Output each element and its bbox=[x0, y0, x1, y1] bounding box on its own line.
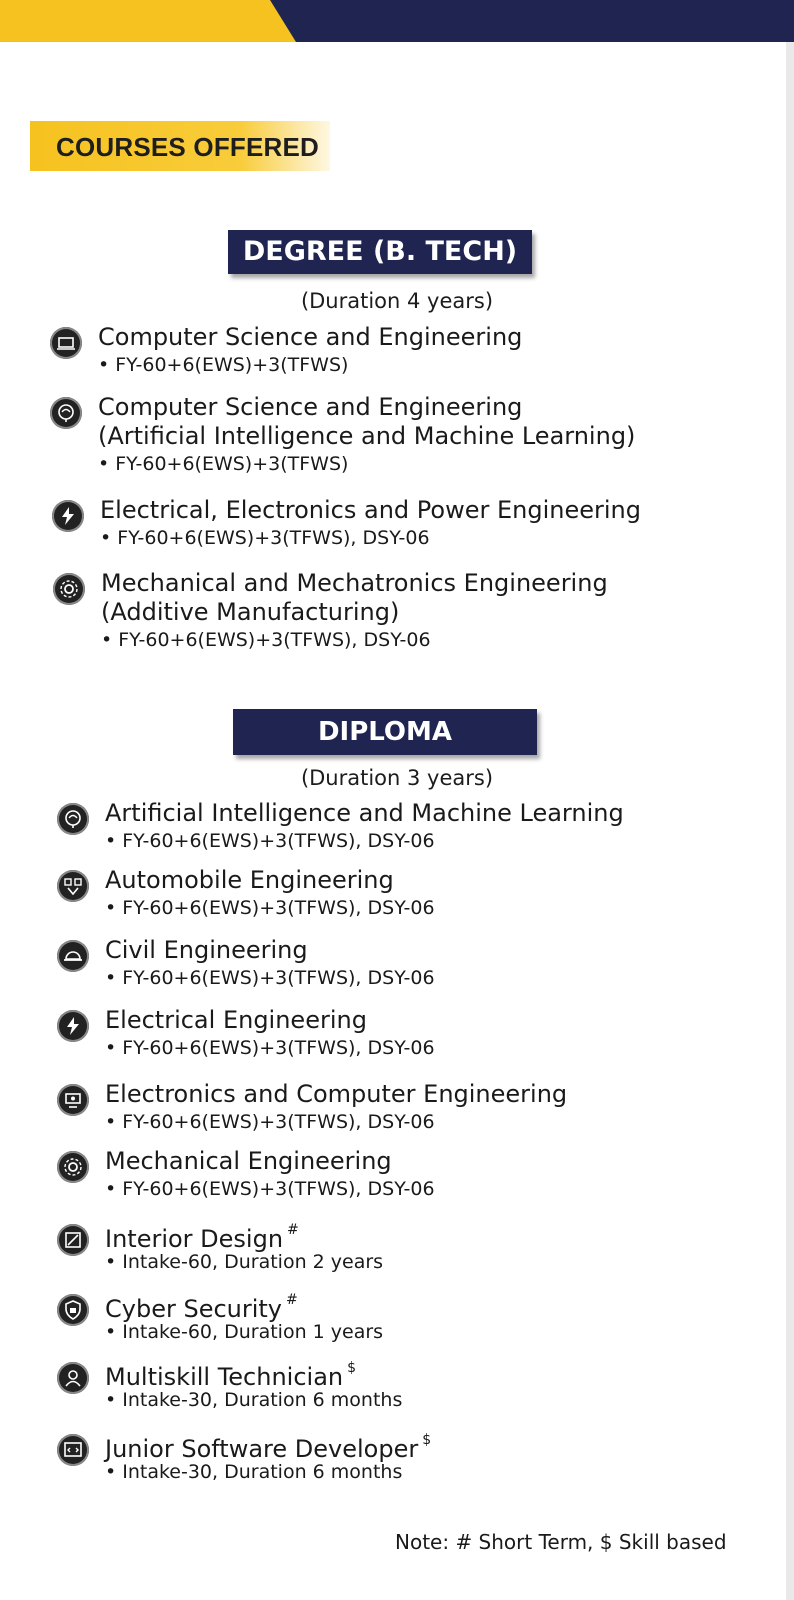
course-intake: • FY-60+6(EWS)+3(TFWS), DSY-06 bbox=[101, 629, 431, 651]
top-decorative-band bbox=[0, 0, 794, 42]
course-name bbox=[105, 799, 624, 828]
course-name-text: Mechanical Engineering bbox=[105, 1147, 392, 1175]
shield-lock-icon bbox=[57, 1294, 89, 1326]
course-intake: • FY-60+6(EWS)+3(TFWS), DSY-06 bbox=[105, 897, 435, 919]
lightning-icon bbox=[57, 1010, 89, 1042]
diploma-heading-badge bbox=[233, 709, 537, 755]
course-name bbox=[105, 1220, 299, 1254]
car-parts-icon bbox=[57, 870, 89, 902]
course-type-mark: $ bbox=[422, 1432, 432, 1448]
footer-note: Note: # Short Term, $ Skill based bbox=[395, 1530, 727, 1554]
course-intake: • FY-60+6(EWS)+3(TFWS) bbox=[98, 354, 348, 376]
course-intake: • Intake-60, Duration 2 years bbox=[105, 1251, 383, 1273]
course-name: (Artificial Intelligence and Machine Learning) bbox=[98, 422, 636, 450]
laptop-icon bbox=[50, 327, 82, 359]
course-intake: • FY-60+6(EWS)+3(TFWS), DSY-06 bbox=[105, 1178, 435, 1200]
course-name-text: Multiskill Technician bbox=[105, 1363, 344, 1391]
course-intake: • Intake-30, Duration 6 months bbox=[105, 1461, 402, 1483]
lightning-icon bbox=[52, 500, 84, 532]
degree-heading: DEGREE (B. TECH) bbox=[242, 236, 518, 267]
course-name: Computer Science and Engineering bbox=[98, 323, 523, 351]
course-name: Electrical, Electronics and Power Engineering bbox=[100, 496, 641, 524]
course-intake: • FY-60+6(EWS)+3(TFWS), DSY-06 bbox=[105, 830, 435, 852]
degree-heading-badge bbox=[228, 230, 532, 274]
helmet-icon bbox=[57, 940, 89, 972]
course-name: Computer Science and Engineering bbox=[98, 393, 523, 421]
course-name bbox=[105, 1147, 392, 1176]
course-name bbox=[105, 1006, 367, 1035]
course-name-text: Interior Design bbox=[105, 1225, 284, 1253]
course-intake: • FY-60+6(EWS)+3(TFWS), DSY-06 bbox=[105, 1111, 435, 1133]
course-name: (Additive Manufacturing) bbox=[101, 598, 400, 626]
course-name bbox=[105, 1358, 356, 1392]
course-type-mark: # bbox=[286, 1292, 298, 1308]
code-window-icon bbox=[57, 1434, 89, 1466]
course-type-mark: # bbox=[287, 1222, 299, 1238]
top-yellow-stripe bbox=[0, 0, 300, 42]
course-name bbox=[105, 936, 308, 965]
course-name-text: Electrical Engineering bbox=[105, 1006, 367, 1034]
diploma-duration: (Duration 3 years) bbox=[300, 766, 494, 790]
gear-icon bbox=[53, 573, 85, 605]
course-intake: • Intake-60, Duration 1 years bbox=[105, 1321, 383, 1343]
brain-head-icon bbox=[50, 397, 82, 429]
course-intake: • Intake-30, Duration 6 months bbox=[105, 1389, 402, 1411]
course-name-text: Junior Software Developer bbox=[105, 1435, 419, 1463]
diploma-heading: DIPLOMA bbox=[317, 717, 453, 747]
design-board-icon bbox=[57, 1224, 89, 1256]
course-intake: • FY-60+6(EWS)+3(TFWS), DSY-06 bbox=[100, 527, 430, 549]
course-name bbox=[105, 1290, 298, 1324]
course-name bbox=[105, 1080, 567, 1109]
course-intake: • FY-60+6(EWS)+3(TFWS), DSY-06 bbox=[105, 1037, 435, 1059]
course-name bbox=[105, 866, 394, 895]
course-name-text: Civil Engineering bbox=[105, 936, 308, 964]
course-intake: • FY-60+6(EWS)+3(TFWS) bbox=[98, 453, 348, 475]
worker-icon bbox=[57, 1362, 89, 1394]
course-name: Mechanical and Mechatronics Engineering bbox=[101, 569, 608, 597]
course-name-text: Cyber Security bbox=[105, 1295, 283, 1323]
course-name-text: Artificial Intelligence and Machine Learning bbox=[105, 799, 624, 827]
course-type-mark: $ bbox=[347, 1360, 357, 1376]
page-edge bbox=[786, 42, 794, 1600]
course-intake: • FY-60+6(EWS)+3(TFWS), DSY-06 bbox=[105, 967, 435, 989]
computer-circuit-icon bbox=[57, 1084, 89, 1116]
section-title-banner bbox=[30, 121, 330, 171]
brain-head-icon bbox=[57, 803, 89, 835]
course-name-text: Automobile Engineering bbox=[105, 866, 394, 894]
gear-icon bbox=[57, 1151, 89, 1183]
course-name-text: Electronics and Computer Engineering bbox=[105, 1080, 568, 1108]
degree-duration: (Duration 4 years) bbox=[300, 289, 494, 313]
section-title: COURSES OFFERED bbox=[56, 132, 320, 162]
course-name bbox=[105, 1430, 431, 1464]
